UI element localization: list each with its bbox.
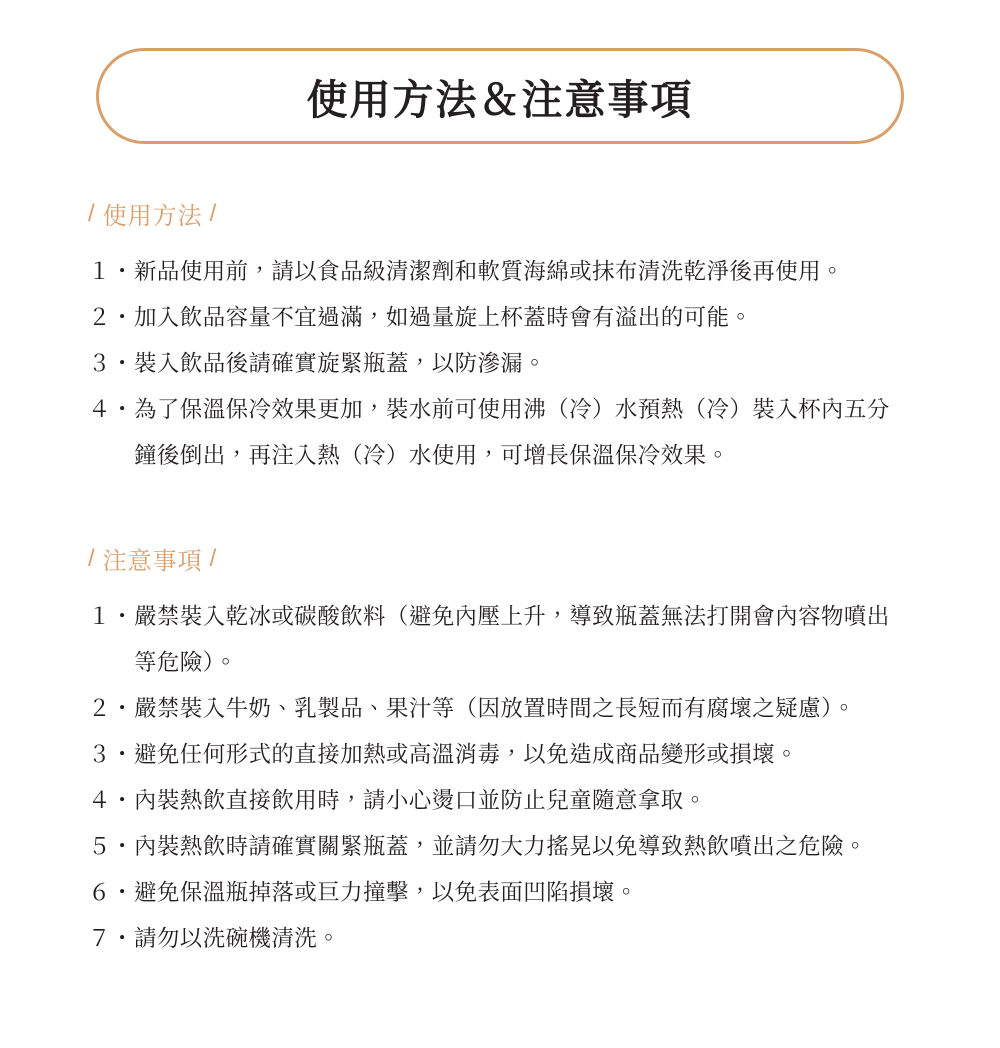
slash-left-icon: / xyxy=(88,544,96,572)
list-item-number: ５・ xyxy=(88,834,134,859)
list-item-number: １・ xyxy=(88,259,134,284)
list-item-number: ３・ xyxy=(88,742,134,767)
page-title: 使用方法＆注意事項 xyxy=(306,76,694,123)
list-item-text: 避免任何形式的直接加熱或高溫消毒，以免造成商品變形或損壞。 xyxy=(134,742,799,767)
list-item-text xyxy=(134,594,954,686)
list-item xyxy=(88,594,1000,686)
list-item-line2: 鐘後倒出，再注入熱（冷）水使用，可增長保溫保冷效果。 xyxy=(134,443,730,468)
list-item-text: 嚴禁裝入牛奶、乳製品、果汁等（因放置時間之長短而有腐壞之疑慮）。 xyxy=(134,696,856,721)
list-item-text: 內裝熱飲時請確實關緊瓶蓋，並請勿大力搖晃以免導致熱飲噴出之危險。 xyxy=(134,834,867,859)
list-item-number: ６・ xyxy=(88,880,134,905)
list-item-text xyxy=(134,387,954,479)
list-item xyxy=(88,295,1000,341)
slash-left-icon: / xyxy=(88,199,96,227)
list-item-text: 內裝熱飲直接飲用時，請小心燙口並防止兒童隨意拿取。 xyxy=(134,788,707,813)
section-caution xyxy=(88,541,1000,962)
slash-right-icon: / xyxy=(209,199,218,227)
list-item-line1: 嚴禁裝入乾冰或碳酸飲料（避免內壓上升，導致瓶蓋無法打開會內容物噴出 xyxy=(134,604,890,629)
slash-right-icon: / xyxy=(209,544,218,572)
list-item xyxy=(88,249,1000,295)
section-usage-heading-label: 使用方法 xyxy=(102,203,203,230)
section-usage xyxy=(88,196,1000,479)
section-usage-heading xyxy=(88,196,1000,231)
caution-item-list xyxy=(88,594,1000,962)
section-caution-heading xyxy=(88,541,1000,576)
list-item-text: 裝入飲品後請確實旋緊瓶蓋，以防滲漏。 xyxy=(134,351,547,376)
instruction-sheet xyxy=(0,48,1000,1048)
list-item xyxy=(88,732,1000,778)
list-item xyxy=(88,341,1000,387)
list-item-text: 加入飲品容量不宜過滿，如過量旋上杯蓋時會有溢出的可能。 xyxy=(134,305,753,330)
list-item-number: ２・ xyxy=(88,305,134,330)
list-item-text: 新品使用前，請以食品級清潔劑和軟質海綿或抹布清洗乾淨後再使用。 xyxy=(134,259,844,284)
list-item-number: ４・ xyxy=(88,397,134,422)
list-item-number: ７・ xyxy=(88,926,134,951)
section-caution-heading-label: 注意事項 xyxy=(102,548,203,575)
list-item-number: ２・ xyxy=(88,696,134,721)
list-item-line2: 等危險）。 xyxy=(134,650,238,675)
list-item xyxy=(88,824,1000,870)
list-item-text: 避免保溫瓶掉落或巨力撞擊，以免表面凹陷損壞。 xyxy=(134,880,638,905)
list-item-number: ４・ xyxy=(88,788,134,813)
list-item xyxy=(88,387,1000,479)
list-item-number: ３・ xyxy=(88,351,134,376)
list-item xyxy=(88,870,1000,916)
list-item-text: 請勿以洗碗機清洗。 xyxy=(134,926,341,951)
title-pill xyxy=(96,48,904,144)
usage-item-list xyxy=(88,249,1000,479)
list-item-number: １・ xyxy=(88,604,134,629)
list-item xyxy=(88,916,1000,962)
list-item-line1: 為了保溫保冷效果更加，裝水前可使用沸（冷）水預熱（冷）裝入杯內五分 xyxy=(134,397,890,422)
list-item xyxy=(88,778,1000,824)
list-item xyxy=(88,686,1000,732)
